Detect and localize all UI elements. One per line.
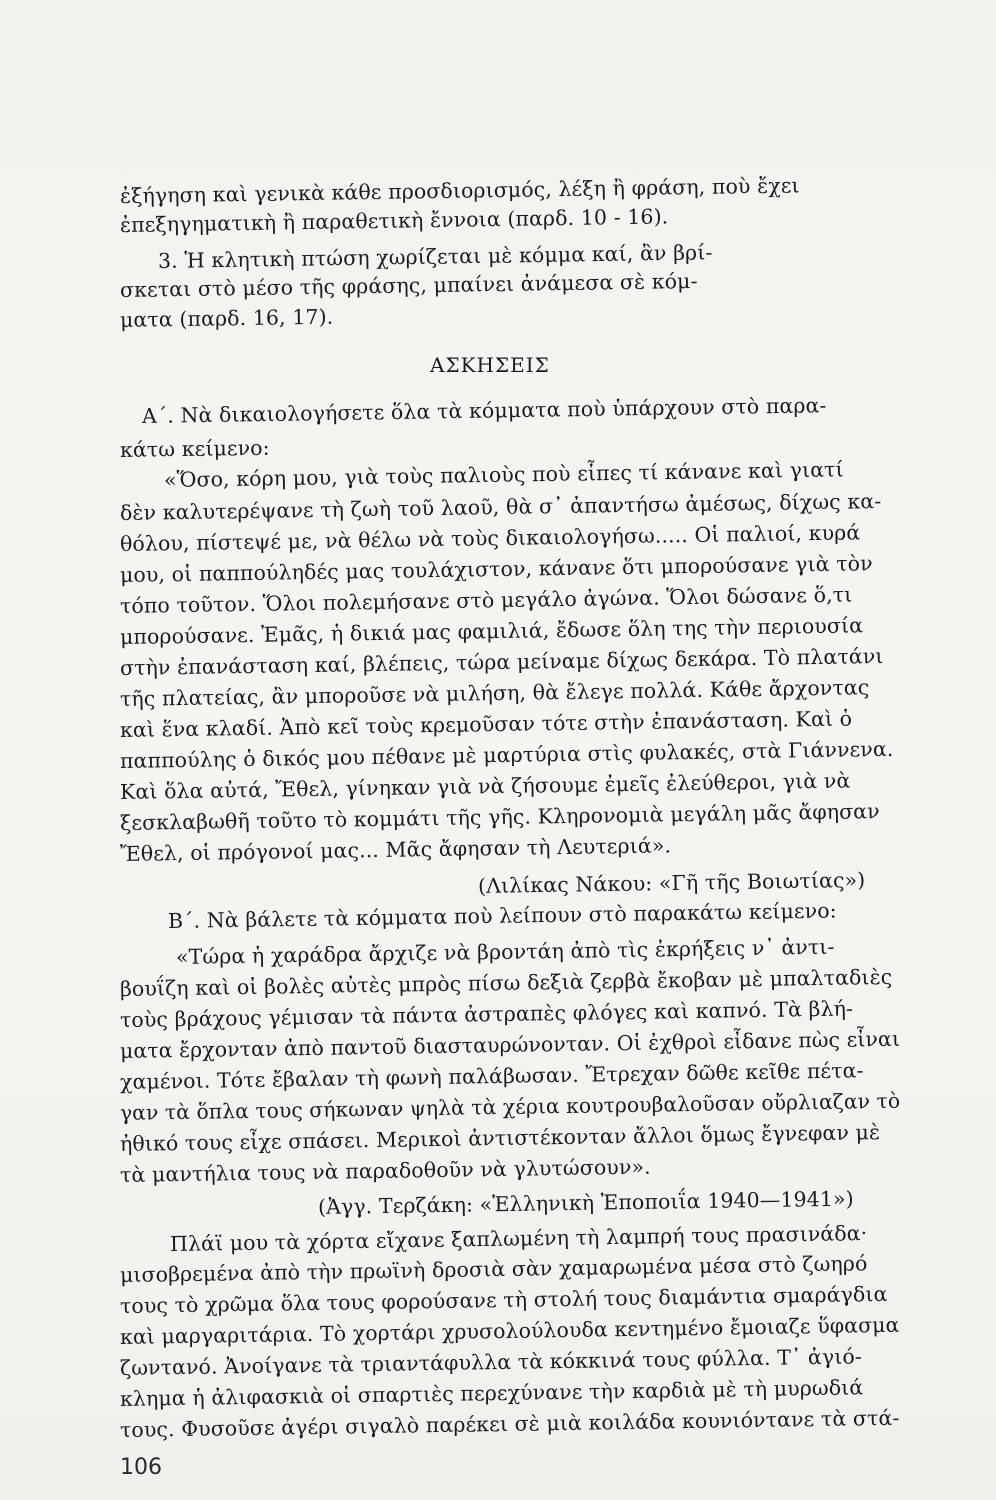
text-line-33: μισοβρεμένα ἀπὸ τὴν πρωϊνὴ δροσιὰ σὰν χαμαρωμένα μέσα στὸ ζωηρό bbox=[119, 1251, 868, 1287]
text-line-29: ἠθικό τους εἶχε σπάσει. Μερικοὶ ἀντιστέκονταν ἄλλοι ὅμως ἔγνεφαν μὲ bbox=[119, 1120, 881, 1156]
attribution-1: (Λιλίκας Νάκου: «Γῆ τῆς Βοιωτίας») bbox=[477, 867, 866, 898]
text-line-1: ἐξήγηση καὶ γενικὰ κάθε προσδιορισμός, λέξη ἢ φράση, ποὺ ἔχει bbox=[119, 173, 800, 208]
text-line-24: βουΐζη καὶ οἱ βολὲς αὐτὲς μπρὸς πίσω δεξιὰ ζερβὰ ἔκοβαν μὲ μπαλταδιὲς bbox=[119, 964, 893, 1001]
attribution-2: (Ἀγγ. Τερζάκη: «Ἑλληνικὴ Ἐποποιΐα 1940—1941») bbox=[317, 1186, 854, 1219]
text-line-11: μου, οἱ παππούληδές μας τουλάχιστον, κάνανε ὅτι μπορούσανε γιὰ τὸν bbox=[119, 551, 873, 587]
text-line-32: Πλάϊ μου τὰ χόρτα εἴχανε ξαπλωμένη τὴ λαμπρή τους πρασινάδα· bbox=[169, 1221, 868, 1256]
text-line-36: ζωντανό. Ἀνοίγανε τὰ τριαντάφυλλα τὰ κόκκινά τους φύλλα. Τ᾽ ἀγιό- bbox=[119, 1344, 863, 1380]
text-line-22: Β΄. Νὰ βάλετε τὰ κόμματα ποὺ λείπουν στὸ παρακάτω κείμενο: bbox=[167, 898, 837, 933]
text-line-4: σκεται στὸ μέσο τῆς φράσης, μπαίνει ἀνάμεσα σὲ κόμ- bbox=[119, 268, 698, 302]
text-line-12: τόπο τοῦτον. Ὅλοι πολεμήσανε στὸ μεγάλο ἀγώνα. Ὅλοι δώσανε ὅ,τι bbox=[119, 582, 853, 618]
text-line-3: 3. Ἡ κλητικὴ πτώση χωρίζεται μὲ κόμμα καί, ἂν βρί- bbox=[157, 240, 713, 273]
section-heading: ΑΣΚΗΣΕΙΣ bbox=[430, 353, 550, 377]
text-line-17: παππούλης ὁ δικός μου πέθανε μὲ μαρτύρια στὶς φυλακές, στὰ Γιάννενα. bbox=[119, 736, 894, 773]
text-line-37: κλημα ἡ ἀλιφασκιὰ οἱ σπαρτιὲς περεχύνανε τὴν καρδιὰ μὲ τὴ μυρωδιά bbox=[119, 1375, 864, 1411]
text-line-20: Ἔθελ, οἱ πρόγονοί μας... Μᾶς ἄφησαν τὴ Λευτεριά». bbox=[119, 833, 672, 866]
text-line-5: ματα (παρδ. 16, 17). bbox=[119, 304, 334, 332]
text-line-14: στὴν ἐπανάσταση καί, βλέπεις, τώρα μείναμε δίχως δεκάρα. Τὸ πλατάνι bbox=[119, 644, 884, 680]
text-line-23: «Τώρα ἡ χαράδρα ἄρχιζε νὰ βροντάη ἀπὸ τὶς ἐκρήξεις ν᾽ ἀντι- bbox=[175, 934, 835, 969]
text-line-26: ματα ἔρχονταν ἀπὸ παντοῦ διασταυρώνονταν. Οἱ ἐχθροὶ εἶδανε πὼς εἶναι bbox=[119, 1026, 901, 1063]
text-line-9: δὲν καλυτερέψανε τὴ ζωὴ τοῦ λαοῦ, θὰ σ᾽ ἀπαντήσω ἀμέσως, δίχως κα- bbox=[119, 489, 882, 525]
text-line-15: τῆς πλατείας, ἂν μποροῦσε νὰ μιλήση, θὰ ἔλεγε πολλά. Κάθε ἄρχοντας bbox=[119, 675, 870, 711]
text-line-6: Α΄. Νὰ δικαιολογήσετε ὅλα τὰ κόμματα ποὺ ὑπάρχουν στὸ παρα- bbox=[141, 393, 827, 428]
text-line-27: χαμένοι. Τότε ἔβαλαν τὴ φωνὴ παλάβωσαν. Ἔτρεχαν δῶθε κεῖθε πέτα- bbox=[119, 1058, 864, 1094]
text-line-38: τους. Φυσοῦσε ἀγέρι σιγαλὸ παρέκει σὲ μιὰ κοιλάδα κουνιόντανε τὰ στά- bbox=[119, 1405, 900, 1442]
text-line-35: καὶ μαργαριτάρια. Τὸ χορτάρι χρυσολούλουδα κεντημένο ἔμοιαζε ὕφασμα bbox=[119, 1312, 900, 1349]
text-line-16: καὶ ἕνα κλαδί. Ἀπὸ κεῖ τοὺς κρεμοῦσαν τότε στὴν ἐπανάσταση. Καὶ ὁ bbox=[119, 706, 853, 742]
page-number: 106 bbox=[120, 1455, 162, 1480]
text-line-2: ἐπεξηγηματικὴ ἢ παραθετικὴ ἔννοια (παρδ. 10 - 16). bbox=[119, 204, 669, 237]
text-line-30: τὰ μαντήλια τους νὰ παραδοθοῦν νὰ γλυτώσουν». bbox=[119, 1154, 651, 1187]
text-line-7: κάτω κείμενο: bbox=[119, 435, 270, 462]
text-line-8: «Ὅσο, κόρη μου, γιὰ τοὺς παλιοὺς ποὺ εἶπες τί κάνανε καὶ γιατί bbox=[163, 457, 844, 492]
text-line-34: τους τὸ χρῶμα ὅλα τους φορούσανε τὴ στολή τους διαμάντια σμαράγδια bbox=[119, 1281, 888, 1318]
text-line-28: γαν τὰ ὅπλα τους σήκωναν ψηλὰ τὰ χέρια κουτρουβαλοῦσαν οὔρλιαζαν τὸ bbox=[119, 1088, 901, 1125]
text-line-10: θόλου, πίστεψέ με, νὰ θέλω νὰ τοὺς δικαιολογήσω..... Οἱ παλιοί, κυρά bbox=[119, 520, 861, 556]
text-line-19: ξεσκλαβωθῆ τοῦτο τὸ κομμάτι τῆς γῆς. Κληρονομιὰ μεγάλη μᾶς ἄφησαν bbox=[119, 799, 880, 835]
text-line-13: μπορούσανε. Ἐμᾶς, ἡ δικιά μας φαμιλιά, ἔδωσε ὅλη της τὴν περιουσία bbox=[119, 613, 864, 649]
text-line-25: τοὺς βράχους γέμισαν τὰ πάντα ἀστραπὲς φλόγες καὶ καπνό. Τὰ βλή- bbox=[119, 996, 854, 1032]
text-line-18: Καὶ ὅλα αὐτά, Ἔθελ, γίνηκαν γιὰ νὰ ζήσουμε ἐμεῖς ἐλεύθεροι, γιὰ νὰ bbox=[119, 768, 851, 804]
